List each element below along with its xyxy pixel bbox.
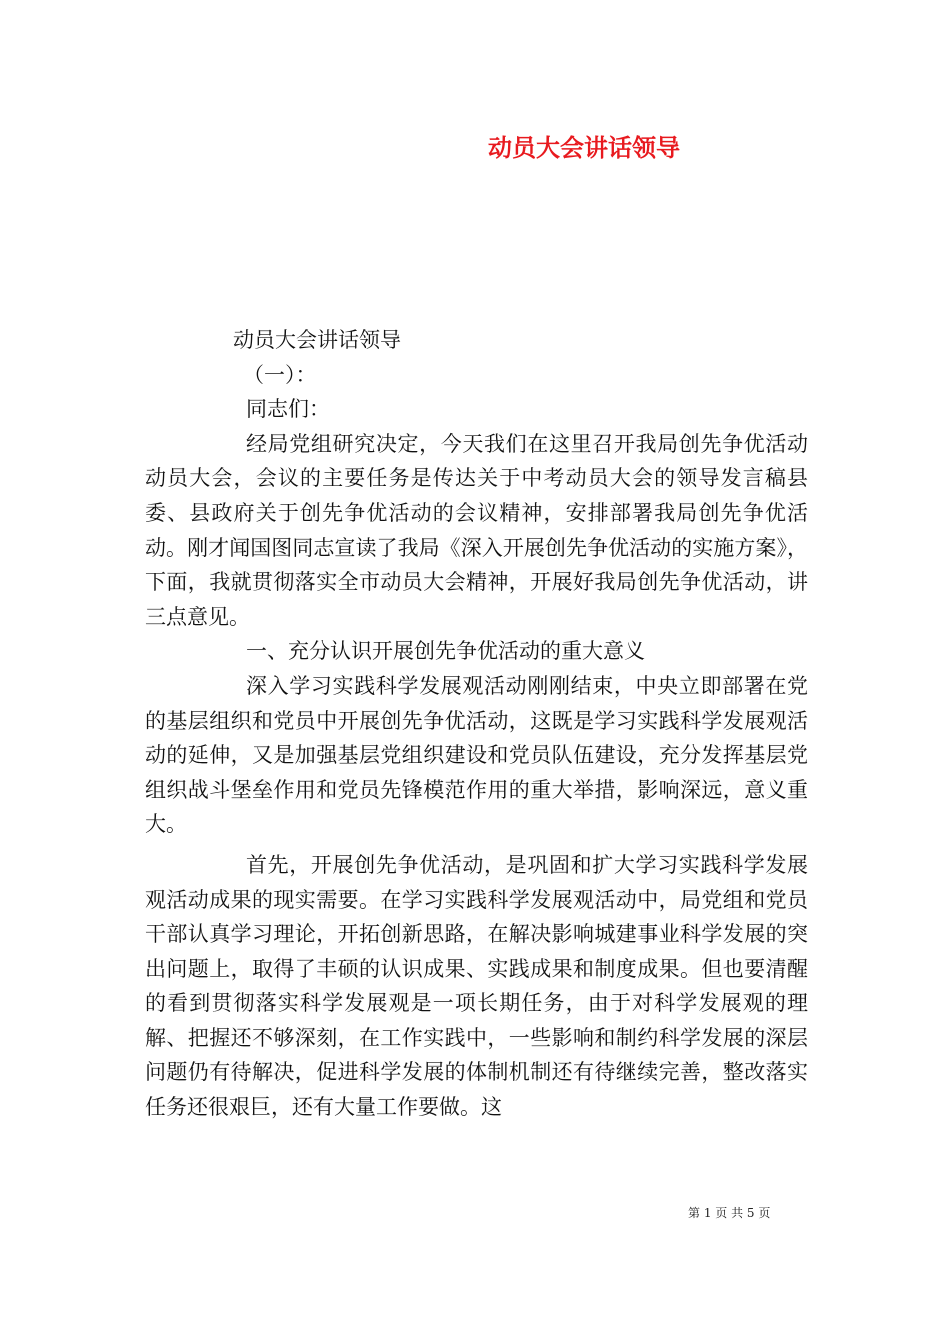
page-number: 第 1 页 共 5 页 — [688, 1206, 771, 1220]
document-body — [145, 323, 808, 1125]
paragraph-intro: 经局党组研究决定，今天我们在这里召开我局创先争优活动动员大会，会议的主要任务是传达关于中考动员大会的领导发言稿县委、县政府关于创先争优活动的会议精神，安排部署我局创先争优活动。刚才闻国图同志宣读了我局《深入开展创先争优活动的实施方案》，下面，我就贯彻落实全市动员大会精神，开展好我局创先争优活动，讲三点意见。 — [145, 431, 808, 629]
paragraph-section-1: 深入学习实践科学发展观活动刚刚结束，中央立即部署在党的基层组织和党员中开展创先争优活动，这既是学习实践科学发展观活动的延伸，又是加强基层党组织建设和党员队伍建设，充分发挥基层党组织战斗堡垒作用和党员先锋模范作用的重大举措，影响深远，意义重大。 — [145, 673, 808, 837]
subtitle-part-marker: （一）： — [243, 362, 317, 387]
salutation: 同志们： — [246, 397, 330, 422]
section-heading-1: 一、充分认识开展创先争优活动的重大意义 — [246, 639, 645, 664]
paragraph-first-point: 首先，开展创先争优活动，是巩固和扩大学习实践科学发展观活动成果的现实需要。在学习实践科学发展观活动中，局党组和党员干部认真学习理论，开拓创新思路，在解决影响城建事业科学发展的突出问题上，取得了丰硕的认识成果、实践成果和制度成果。但也要清醒的看到贯彻落实科学发展观是一项长期任务，由于对科学发展观的理解、把握还不够深刻，在工作实践中，一些影响和制约科学发展的深层问题仍有待解决，促进科学发展的体制机制还有待继续完善，整改落实任务还很艰巨，还有大量工作要做。这 — [145, 852, 808, 1120]
document-title: 动员大会讲话领导 — [488, 134, 680, 162]
document-subtitle: 动员大会讲话领导 — [233, 328, 401, 352]
